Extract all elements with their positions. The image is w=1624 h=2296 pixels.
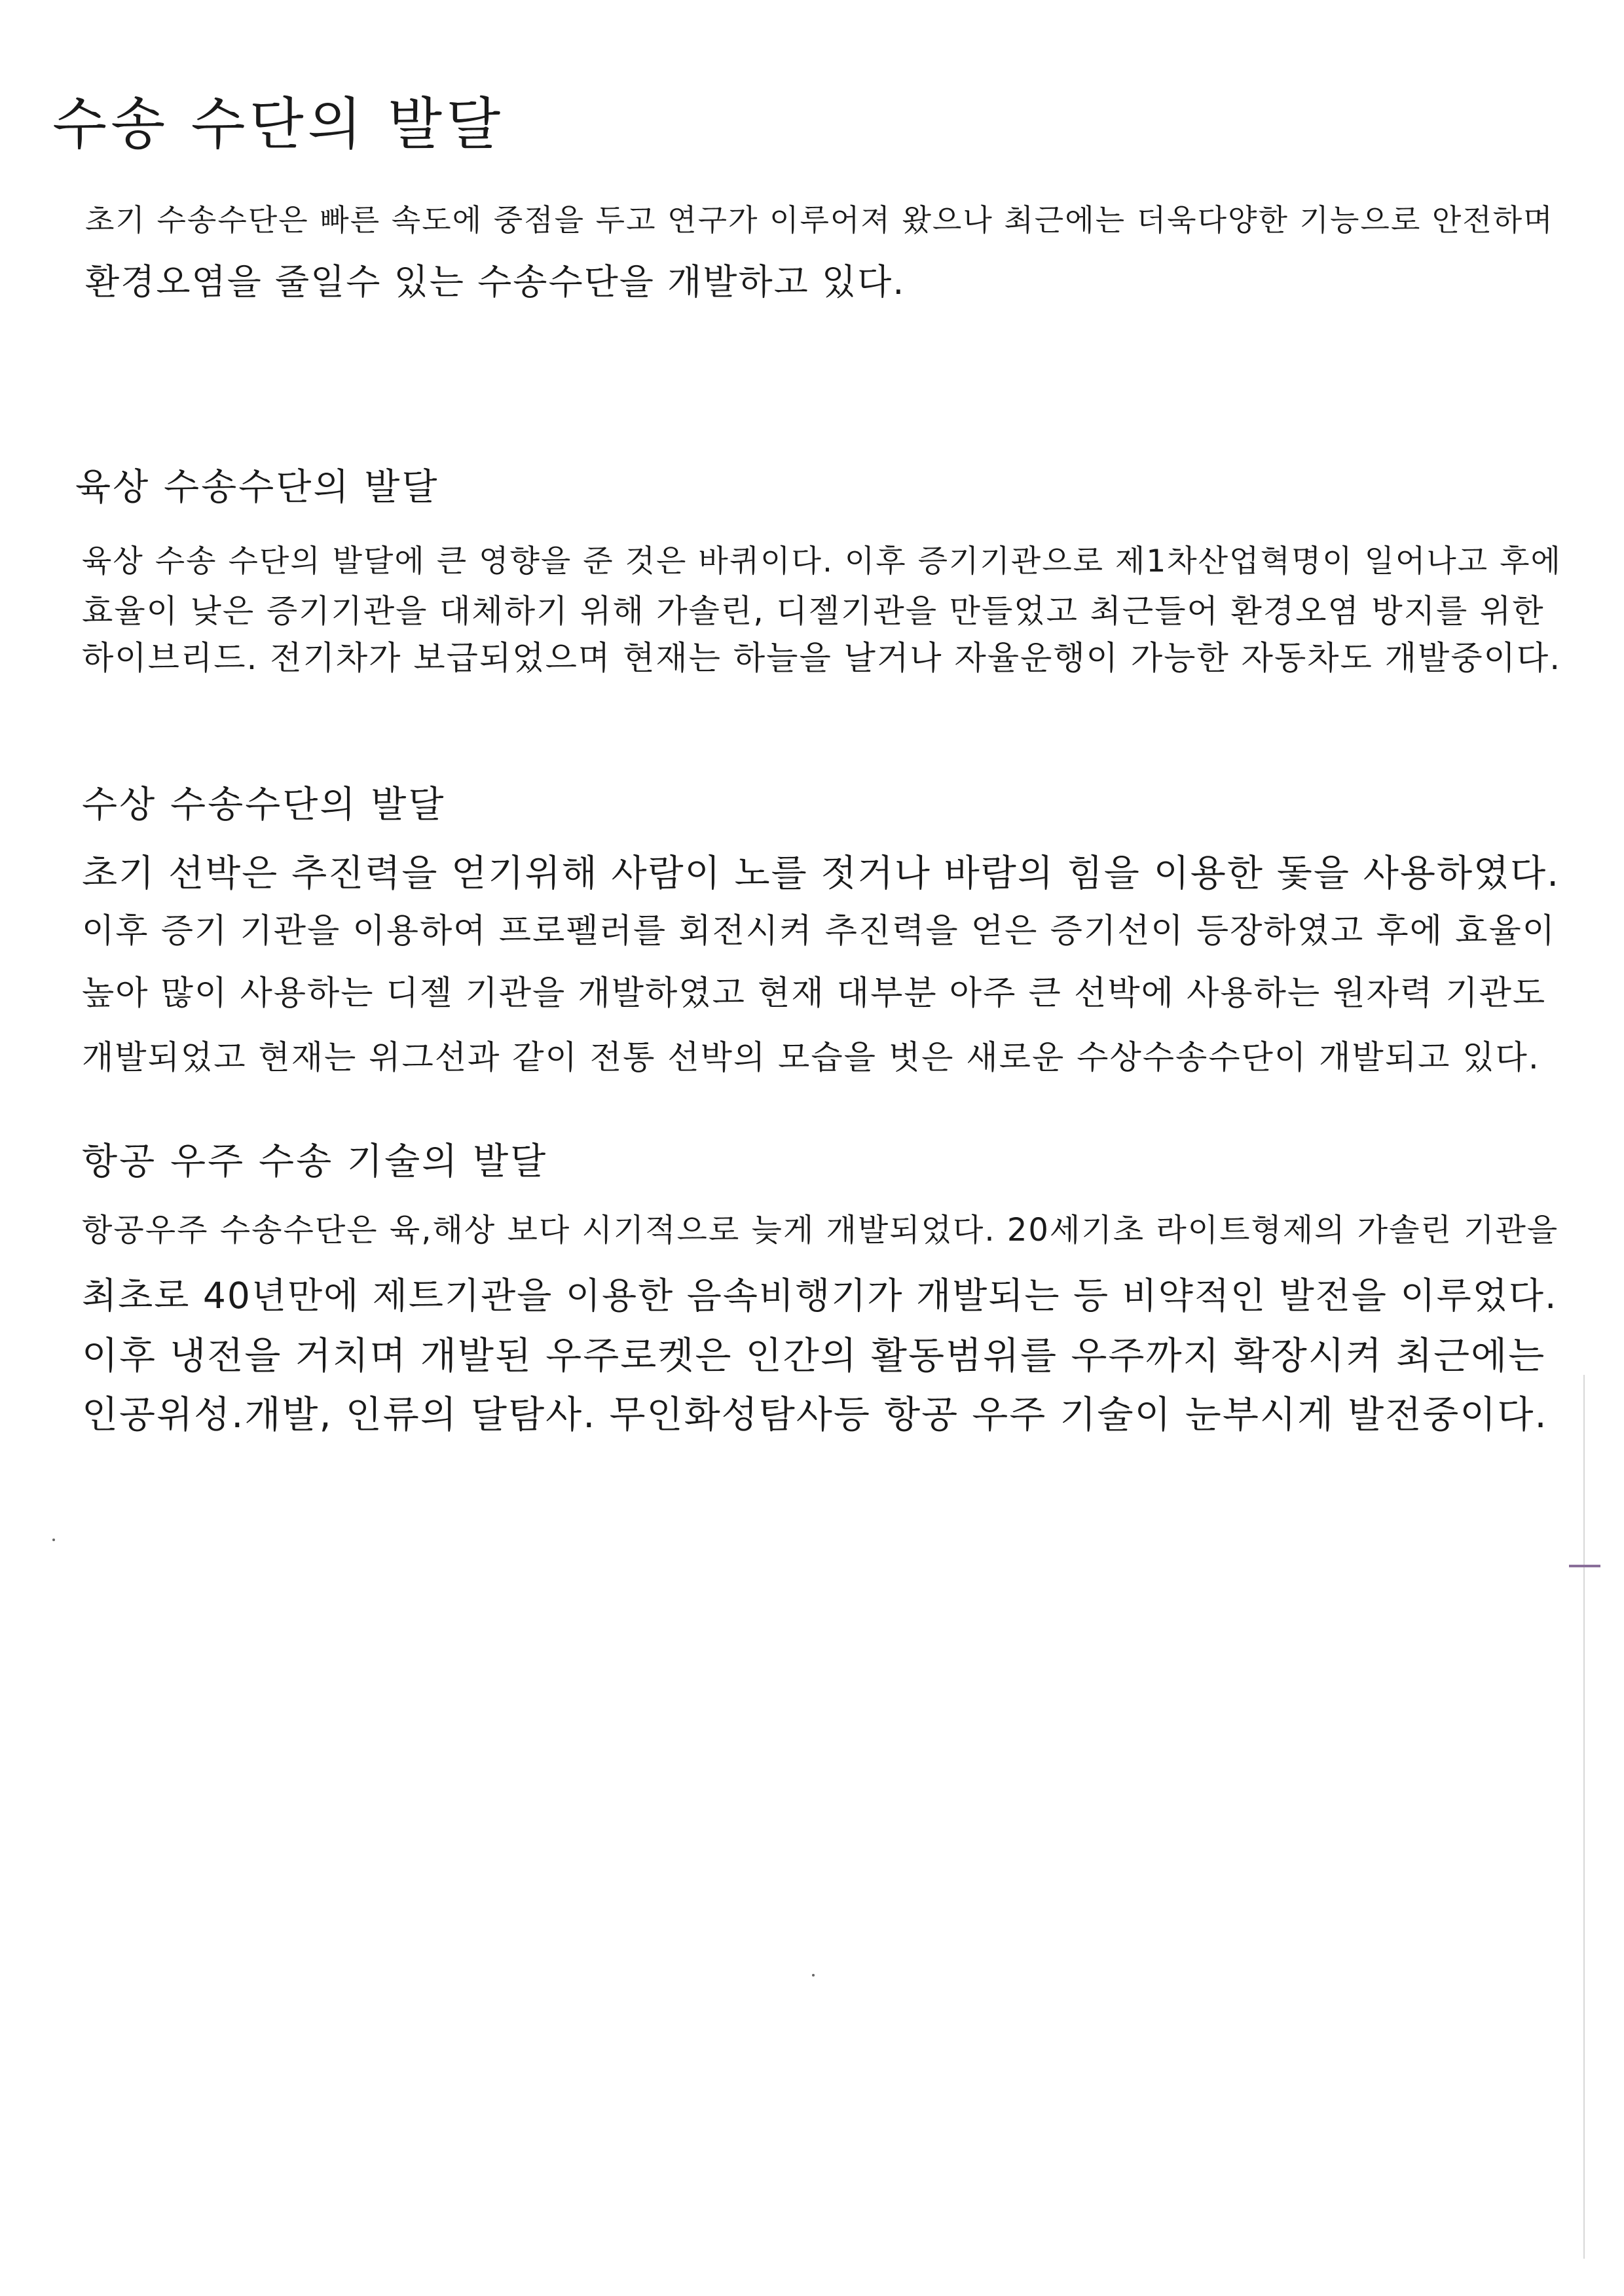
scan-speck — [52, 1539, 55, 1541]
land-line-3: 하이브리드. 전기차가 보급되었으며 현재는 하늘을 날거나 자율운행이 가능한 자동차도 개발중이다. — [82, 639, 1562, 677]
aerospace-line-2: 최초로 40년만에 제트기관을 이용한 음속비행기가 개발되는 등 비약적인 발전을 이루었다. — [82, 1275, 1558, 1317]
scan-edge-mark — [1569, 1565, 1600, 1567]
section-heading-water: 수상 수송수단의 발달 — [82, 784, 446, 826]
page-title: 수송 수단의 발달 — [52, 92, 505, 157]
aerospace-line-1: 항공우주 수송수단은 육,해상 보다 시기적으로 늦게 개발되었다. 20세기초 라이트형제의 가솔린 기관을 — [82, 1212, 1559, 1248]
scan-edge-line — [1583, 1375, 1585, 2259]
water-line-4: 개발되었고 현재는 위그선과 같이 전통 선박의 모습을 벗은 새로운 수상수송수단이 개발되고 있다. — [82, 1038, 1540, 1076]
water-line-2: 이후 증기 기관을 이용하여 프로펠러를 회전시켜 추진력을 얻은 증기선이 등장하였고 후에 효율이 — [82, 912, 1556, 951]
scan-speck — [812, 1974, 815, 1977]
aerospace-line-3: 이후 냉전을 거치며 개발된 우주로켓은 인간의 활동범위를 우주까지 확장시켜 최근에는 — [82, 1334, 1546, 1377]
land-line-1: 육상 수송 수단의 발달에 큰 영향을 준 것은 바퀴이다. 이후 증기기관으로 제1차산업혁명이 일어나고 후에 — [82, 543, 1562, 579]
section-heading-land: 육상 수송수단의 발달 — [75, 466, 439, 509]
water-line-1: 초기 선박은 추진력을 얻기위해 사람이 노를 젓거나 바람의 힘을 이용한 돛을 사용하였다. — [82, 852, 1560, 895]
intro-line-2: 환경오염을 줄일수 있는 수송수단을 개발하고 있다. — [85, 261, 906, 302]
section-heading-aerospace: 항공 우주 수송 기술의 발달 — [82, 1140, 548, 1183]
intro-line-1: 초기 수송수단은 빠른 속도에 중점을 두고 연구가 이루어져 왔으나 최근에는 더욱다양한 기능으로 안전하며 — [85, 202, 1554, 238]
aerospace-line-4: 인공위성.개발, 인류의 달탐사. 무인화성탐사등 항공 우주 기술이 눈부시게 발전중이다. — [82, 1393, 1548, 1436]
land-line-2: 효율이 낮은 증기기관을 대체하기 위해 가솔린, 디젤기관을 만들었고 최근들어 환경오염 방지를 위한 — [82, 592, 1545, 630]
water-line-3: 높아 많이 사용하는 디젤 기관을 개발하였고 현재 대부분 아주 큰 선박에 사용하는 원자력 기관도 — [82, 974, 1547, 1013]
